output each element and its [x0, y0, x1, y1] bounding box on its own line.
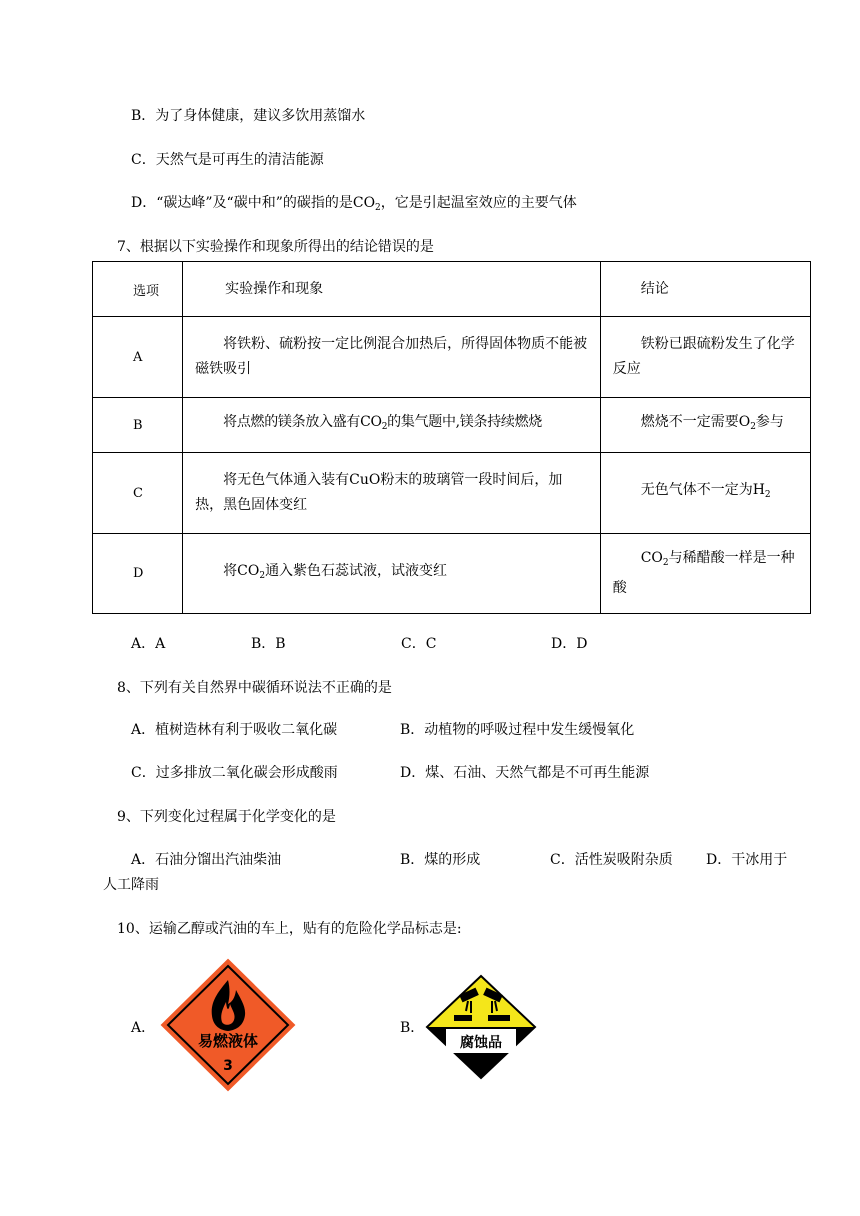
row-conclusion: $CO_2$与稀醋酸一样是一种酸	[600, 534, 810, 614]
row-option: A	[93, 317, 183, 398]
flammable-sign-number: 3	[223, 1058, 233, 1074]
q9-option-a: A．石油分馏出汽油柴油	[131, 852, 282, 868]
row-option: C	[93, 453, 183, 534]
corrosive-sign-text: 腐蚀品	[460, 1035, 502, 1051]
row-conclusion: 燃烧不一定需要$O_2$参与	[600, 398, 810, 453]
q7-option-b: B．B	[251, 636, 286, 652]
flammable-sign-text: 易燃液体	[197, 1032, 259, 1050]
q8-option-c: C．过多排放二氧化碳会形成酸雨	[131, 765, 338, 781]
q6-option-d: D．“碳达峰”及“碳中和”的碳指的是$CO_2$，它是引起温室效应的主要气体	[131, 195, 577, 213]
header-option: 选项	[93, 262, 183, 317]
row-operation: 将$CO_2$通入紫色石蕊试液，试液变红	[183, 534, 601, 614]
q9-option-d: D．干冰用于	[706, 852, 788, 868]
row-option: B	[93, 398, 183, 453]
row-operation: 将无色气体通入装有CuO粉末的玻璃管一段时间后，加热，黑色固体变红	[183, 453, 601, 534]
q6-option-b: B．为了身体健康，建议多饮用蒸馏水	[131, 108, 366, 124]
q9-row-1	[131, 849, 787, 869]
table-row	[93, 534, 811, 614]
q7-option-d: D．D	[551, 636, 588, 652]
q6-option-c: C．天然气是可再生的清洁能源	[131, 152, 324, 168]
q8-option-b: B．动植物的呼吸过程中发生缓慢氧化	[400, 722, 635, 738]
header-operation: 实验操作和现象	[183, 262, 601, 317]
row-operation: 将铁粉、硫粉按一定比例混合加热后，所得固体物质不能被磁铁吸引	[183, 317, 601, 398]
q7-options	[131, 633, 587, 653]
row-conclusion: 无色气体不一定为$H_2$	[600, 453, 810, 534]
q8-row-2	[131, 762, 649, 782]
q7-stem: 7、根据以下实验操作和现象所得出的结论错误的是	[117, 239, 434, 255]
table-row	[93, 398, 811, 453]
row-operation: 将点燃的镁条放入盛有$CO_2$的集气题中,镁条持续燃烧	[183, 398, 601, 453]
q10-option-b-label: B．	[400, 1020, 425, 1036]
row-option: D	[93, 534, 183, 614]
table-row	[93, 453, 811, 534]
table-header-row	[93, 262, 811, 317]
q8-option-d: D．煤、石油、天然气都是不可再生能源	[400, 765, 650, 781]
q9-option-d-cont: 人工降雨	[103, 877, 159, 893]
flammable-liquid-sign	[160, 958, 296, 1092]
q7-option-c: C．C	[401, 636, 437, 652]
q10-stem: 10、运输乙醇或汽油的车上，贴有的危险化学品标志是:	[117, 921, 462, 937]
q8-row-1	[131, 719, 634, 739]
q9-stem: 9、下列变化过程属于化学变化的是	[117, 809, 336, 825]
table-row	[93, 317, 811, 398]
q8-stem: 8、下列有关自然界中碳循环说法不正确的是	[117, 680, 392, 696]
q7-option-a: A．A	[131, 636, 166, 652]
header-conclusion: 结论	[600, 262, 810, 317]
q7-table	[92, 261, 811, 614]
q9-option-c: C．活性炭吸附杂质	[550, 852, 673, 868]
q10-option-a-label: A．	[131, 1020, 156, 1036]
q8-option-a: A．植树造林有利于吸收二氧化碳	[131, 722, 338, 738]
corrosive-sign	[424, 973, 538, 1081]
row-conclusion: 铁粉已跟硫粉发生了化学反应	[600, 317, 810, 398]
q9-option-b: B．煤的形成	[400, 852, 481, 868]
